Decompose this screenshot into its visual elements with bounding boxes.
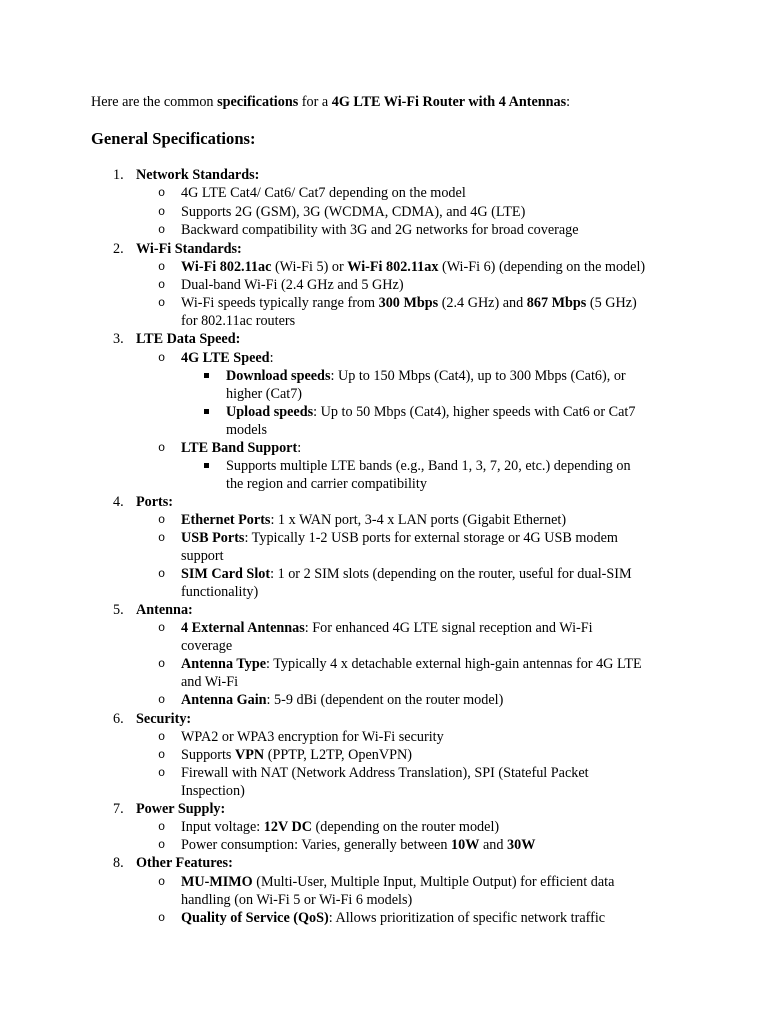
sub-item-text: Input voltage: <box>181 819 264 835</box>
sub-item-bold: LTE Band Support <box>181 440 298 456</box>
sub-item <box>181 294 637 312</box>
sub-sub-item <box>226 403 635 421</box>
sub-item <box>181 511 566 529</box>
sub-bullet: o <box>158 730 166 744</box>
intro-text: for a <box>298 94 332 110</box>
sub-item <box>181 764 589 782</box>
sub-bullet: o <box>158 296 166 310</box>
list-number: 4. <box>113 494 124 510</box>
sub-item-text: : Typically 4 x detachable external high-gain antennas for 4G LTE <box>266 656 642 672</box>
sub-item-text: 4G LTE Cat4/ Cat6/ Cat7 depending on the model <box>181 185 466 201</box>
list-number: 7. <box>113 801 124 817</box>
item-title-text: Wi-Fi Standards: <box>136 241 242 257</box>
sub-item-text: (2.4 GHz) and <box>438 295 527 311</box>
list-number: 5. <box>113 602 124 618</box>
sub-sub-item <box>226 367 626 385</box>
sub-item <box>181 529 618 547</box>
sub-item-text: : <box>269 350 274 366</box>
sub-item-bold: Quality of Service (QoS) <box>181 910 329 926</box>
item-title-text: Ports: <box>136 494 174 510</box>
sub-item-bold: Antenna Type <box>181 656 267 672</box>
sub-item <box>181 619 593 637</box>
sub-bullet: o <box>158 748 166 762</box>
sub-item-bold: Wi-Fi 802.11ax <box>347 259 439 275</box>
square-bullet <box>204 463 209 468</box>
sub-item <box>181 221 579 239</box>
sub-sub-item-text: : Up to 150 Mbps (Cat4), up to 300 Mbps (Cat6), or <box>330 368 626 384</box>
sub-item-text: Wi-Fi speeds typically range from <box>181 295 379 311</box>
sub-item-text: : 1 x WAN port, 3-4 x LAN ports (Gigabit Ethernet) <box>270 512 567 528</box>
item-title-text: Security: <box>136 711 192 727</box>
sub-item-text: Power consumption: Varies, generally between <box>181 837 452 853</box>
sub-item-text: Supports <box>181 747 235 763</box>
sub-item-bold: MU-MIMO <box>181 874 253 890</box>
list-item-title <box>136 710 191 728</box>
sub-item <box>181 349 274 367</box>
intro-text: Here are the common <box>91 94 218 110</box>
sub-item <box>181 258 645 276</box>
sub-bullet: o <box>158 223 166 237</box>
sub-item-bold: Antenna Gain <box>181 692 267 708</box>
sub-item-text: Supports 2G (GSM), 3G (WCDMA, CDMA), and 4G (LTE) <box>181 204 526 220</box>
sub-item <box>181 565 632 583</box>
list-item-title <box>136 601 193 619</box>
sub-item-bold: 4 External Antennas <box>181 620 305 636</box>
item-title-text: Network Standards: <box>136 167 260 183</box>
sub-item-continuation: for 802.11ac routers <box>181 313 296 329</box>
item-title-text: LTE Data Speed: <box>136 331 241 347</box>
list-item-title <box>136 330 240 348</box>
sub-item-bold: Ethernet Ports <box>181 512 271 528</box>
intro-paragraph <box>91 93 570 111</box>
sub-item <box>181 873 614 891</box>
list-number: 1. <box>113 167 124 183</box>
list-number: 3. <box>113 331 124 347</box>
list-number: 2. <box>113 241 124 257</box>
sub-bullet: o <box>158 820 166 834</box>
sub-item-text: Dual-band Wi-Fi (2.4 GHz and 5 GHz) <box>181 277 404 293</box>
sub-item-bold: 867 Mbps <box>526 295 587 311</box>
item-title-text: Power Supply: <box>136 801 226 817</box>
item-title-text: Antenna: <box>136 602 193 618</box>
square-bullet <box>204 409 209 414</box>
sub-item <box>181 276 404 294</box>
sub-sub-item-text: Supports multiple LTE bands (e.g., Band 1, 3, 7, 20, etc.) depending on <box>226 458 631 474</box>
item-title-text: Other Features: <box>136 855 233 871</box>
sub-item-text: WPA2 or WPA3 encryption for Wi-Fi security <box>181 729 444 745</box>
list-number: 8. <box>113 855 124 871</box>
sub-item <box>181 439 301 457</box>
sub-bullet: o <box>158 531 166 545</box>
sub-item-bold: SIM Card Slot <box>181 566 271 582</box>
list-item-title <box>136 240 242 258</box>
sub-item-continuation: Inspection) <box>181 783 245 799</box>
sub-sub-item-continuation: models <box>226 422 267 438</box>
sub-bullet: o <box>158 441 166 455</box>
sub-sub-item-text: : Up to 50 Mbps (Cat4), higher speeds with Cat6 or Cat7 <box>313 404 636 420</box>
sub-bullet: o <box>158 278 166 292</box>
sub-item-text: (PPTP, L2TP, OpenVPN) <box>264 747 412 763</box>
sub-bullet: o <box>158 657 166 671</box>
list-item-title <box>136 166 259 184</box>
sub-item-bold: 30W <box>507 837 536 853</box>
sub-item-text: : 5-9 dBi (dependent on the router model) <box>266 692 504 708</box>
sub-item <box>181 184 466 202</box>
sub-item-continuation: functionality) <box>181 584 259 600</box>
sub-bullet: o <box>158 567 166 581</box>
sub-item-text: : <box>297 440 302 456</box>
sub-bullet: o <box>158 838 166 852</box>
sub-bullet: o <box>158 911 166 925</box>
sub-item-text: : Allows prioritization of specific network traffic <box>328 910 606 926</box>
sub-item-text: : Typically 1-2 USB ports for external storage or 4G USB modem <box>244 530 618 546</box>
list-item-title <box>136 493 173 511</box>
sub-bullet: o <box>158 766 166 780</box>
section-heading: General Specifications: <box>91 129 256 148</box>
sub-item <box>181 691 503 709</box>
sub-bullet: o <box>158 260 166 274</box>
sub-item-text: (depending on the router model) <box>311 819 500 835</box>
sub-item-bold: 10W <box>451 837 480 853</box>
sub-item-bold: 4G LTE Speed <box>181 350 270 366</box>
list-item-title <box>136 800 225 818</box>
sub-sub-item-continuation: the region and carrier compatibility <box>226 476 427 492</box>
sub-item-continuation: support <box>181 548 224 564</box>
sub-item-continuation: coverage <box>181 638 233 654</box>
sub-item-bold: 12V DC <box>263 819 312 835</box>
sub-item-bold: USB Ports <box>181 530 245 546</box>
sub-item-text: (5 GHz) <box>586 295 637 311</box>
list-item-title <box>136 854 233 872</box>
sub-item-bold: VPN <box>235 747 265 763</box>
sub-item <box>181 655 642 673</box>
sub-item-bold: 300 Mbps <box>378 295 439 311</box>
sub-item <box>181 836 535 854</box>
sub-item-text: (Multi-User, Multiple Input, Multiple Output) for efficient data <box>252 874 615 890</box>
sub-item <box>181 746 412 764</box>
sub-item-continuation: and Wi-Fi <box>181 674 239 690</box>
sub-bullet: o <box>158 513 166 527</box>
sub-sub-item-bold: Download speeds <box>226 368 331 384</box>
sub-bullet: o <box>158 186 166 200</box>
sub-item-text: Firewall with NAT (Network Address Translation), SPI (Stateful Packet <box>181 765 589 781</box>
sub-item <box>181 728 444 746</box>
sub-item-text: and <box>479 837 507 853</box>
sub-item-text: (Wi-Fi 5) or <box>271 259 348 275</box>
sub-bullet: o <box>158 875 166 889</box>
sub-item-bold: Wi-Fi 802.11ac <box>181 259 272 275</box>
sub-bullet: o <box>158 351 166 365</box>
sub-item <box>181 203 525 221</box>
sub-sub-item <box>226 457 631 475</box>
intro-text: : <box>566 94 571 110</box>
square-bullet <box>204 373 209 378</box>
sub-bullet: o <box>158 693 166 707</box>
sub-sub-item-continuation: higher (Cat7) <box>226 386 303 402</box>
list-number: 6. <box>113 711 124 727</box>
sub-bullet: o <box>158 205 166 219</box>
sub-bullet: o <box>158 621 166 635</box>
sub-item-text: : For enhanced 4G LTE signal reception and Wi-Fi <box>304 620 593 636</box>
sub-item <box>181 909 605 927</box>
sub-item-text: Backward compatibility with 3G and 2G networks for broad coverage <box>181 222 579 238</box>
sub-item-continuation: handling (on Wi-Fi 5 or Wi-Fi 6 models) <box>181 892 413 908</box>
sub-item <box>181 818 499 836</box>
sub-item-text: (Wi-Fi 6) (depending on the model) <box>438 259 646 275</box>
intro-bold: 4G LTE Wi-Fi Router with 4 Antennas <box>331 94 567 110</box>
sub-item-text: : 1 or 2 SIM slots (depending on the router, useful for dual-SIM <box>270 566 632 582</box>
sub-sub-item-bold: Upload speeds <box>226 404 314 420</box>
intro-bold: specifications <box>217 94 299 110</box>
